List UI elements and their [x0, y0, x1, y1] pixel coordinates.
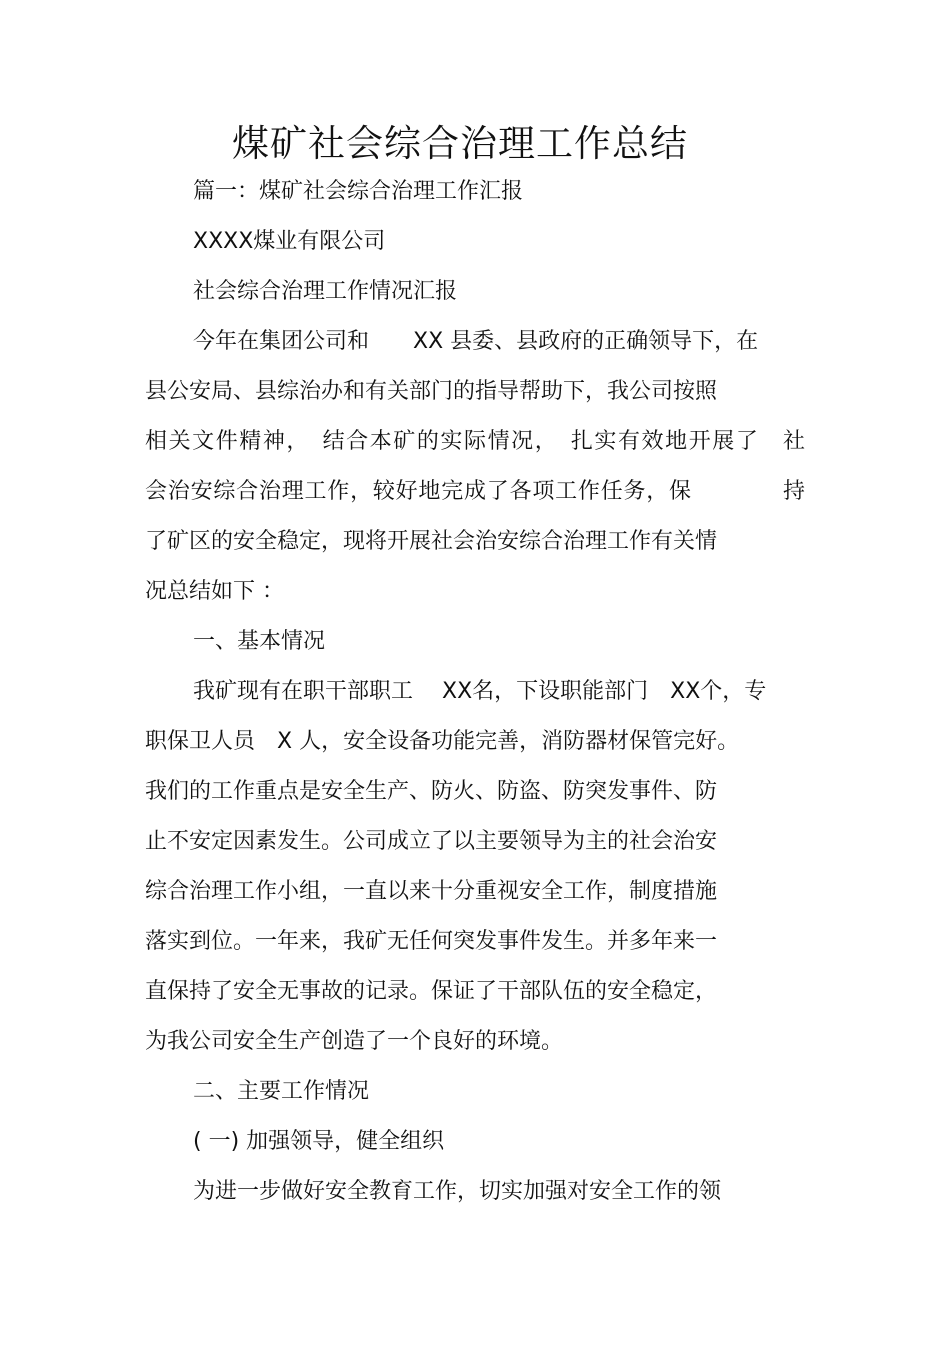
paragraph-line: 止不安定因素发生。公司成立了以主要领导为主的社会治安 [145, 829, 718, 854]
report-subtitle: 社会综合治理工作情况汇报 [193, 279, 458, 304]
paragraph-line: 了矿区的安全稳定，现将开展社会治安综合治理工作有关情 [145, 529, 718, 554]
paragraph-line: 相关文件精神， 结合本矿的实际情况， 扎实有效地开展了 社 [145, 429, 805, 454]
paragraph-line: 会治安综合治理工作，较好地完成了各项工作任务，保 持 [145, 479, 805, 504]
paragraph-line: 我们的工作重点是安全生产、防火、防盗、防突发事件、防 [145, 779, 718, 804]
paragraph-line: 今年在集团公司和 XX 县委、县政府的正确领导下，在 [193, 329, 759, 354]
document-title: 煤矿社会综合治理工作总结 [232, 122, 688, 165]
paragraph-line: 直保持了安全无事故的记录。保证了干部队伍的安全稳定， [145, 979, 718, 1004]
section-heading: 一、基本情况 [193, 629, 326, 654]
subsection-heading: ( 一) 加强领导，健全组织 [193, 1129, 445, 1154]
paragraph-line: 况总结如下 ： [145, 579, 284, 604]
section-heading: 二、主要工作情况 [193, 1079, 370, 1104]
paragraph-line: 落实到位。一年来，我矿无任何突发事件发生。并多年来一 [145, 929, 718, 954]
paragraph-line: 我矿现有在职干部职工 XX名，下设职能部门 XX个，专 [193, 679, 767, 704]
paragraph-line: 职保卫人员 X 人，安全设备功能完善，消防器材保管完好。 [145, 729, 740, 754]
paragraph-line: 县公安局、县综治办和有关部门的指导帮助下，我公司按照 [145, 379, 718, 404]
company-name: XXXX煤业有限公司 [193, 229, 386, 254]
paragraph-line: 为进一步做好安全教育工作，切实加强对安全工作的领 [193, 1179, 722, 1204]
paragraph-line: 为我公司安全生产创造了一个良好的环境。 [145, 1029, 564, 1054]
paragraph-line: 综合治理工作小组，一直以来十分重视安全工作，制度措施 [145, 879, 718, 904]
section-heading: 篇一：煤矿社会综合治理工作汇报 [193, 179, 524, 204]
